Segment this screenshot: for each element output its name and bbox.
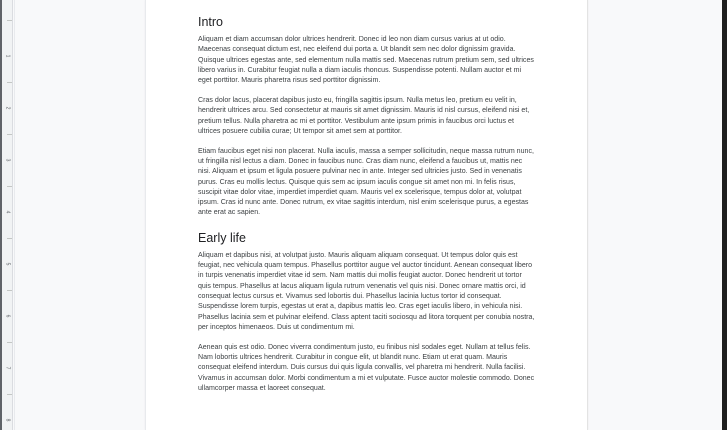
document-body[interactable] bbox=[198, 14, 536, 404]
ruler-label: 2 bbox=[4, 106, 11, 110]
ruler-tick bbox=[7, 290, 12, 291]
paragraph: Cras dolor lacus, placerat dapibus justo eu, fringilla sagittis ipsum. Nulla metus leo, pretium eu velit in, hendrerit ultrices arcu. Sed consectetur at mauris sit amet dignissim. Mauris id nisl cursus, eleifend nisi et, pretium tellus. Nulla pharetra ac mi et porttitor. Vestibulum ante ipsum primis in faucibus orci luctus et ultrices posuere cubilia curae; Ut tempor sit amet sem at porttitor. bbox=[198, 96, 530, 135]
ruler-label: 4 bbox=[4, 210, 11, 214]
ruler-tick bbox=[7, 394, 12, 395]
paragraph: Aliquam et diam accumsan dolor ultrices hendrerit. Donec id leo non diam cursus varius at ut odio. Maecenas consequat dictum est, nec eleifend dui porta a. Ut blandit sem nec dolor dignissim gravida. Quisque ultrices egestas ante, sed elementum nulla mattis sed. Maecenas rutrum pretium sem, sed ultrices libero varius in. Curabitur feugiat nulla a diam iaculis rhoncus. Suspendisse potenti. Nullam auctor et mi eget porttitor. Mauris pharetra risus sed porttitor dignissim. bbox=[198, 36, 534, 85]
heading-early-life: Early life bbox=[198, 230, 246, 245]
paragraph: Etiam faucibus eget nisi non placerat. Nulla iaculis, massa a semper sollicitudin, neque massa rutrum nunc, ut fringilla nisl lectus a diam. Donec in faucibus nunc. Cras diam nunc, eleifend a faucibus ut, mattis nec nisi. Aliquam et ipsum et ligula posuere pulvinar nec in ante. Integer sed ultricies justo. Sed in venenatis purus. Cras eu mollis lectus. Quisque quis sem ac ipsum iaculis congue sit amet non mi. In felis risus, suscipit vitae dolor vitae, imperdiet imperdiet quam. Mauris vel ex scelerisque, tempus dolor at, volutpat ipsum. Cras id nunc ante. Donec rutrum, ex vitae sagittis interdum, nisl enim scelerisque purus, a egestas ante erat ac sapien. bbox=[198, 147, 534, 217]
ruler-label: 7 bbox=[4, 366, 11, 370]
ruler-tick bbox=[7, 238, 12, 239]
ruler-tick bbox=[7, 186, 12, 187]
document-page[interactable] bbox=[145, 0, 588, 430]
window-right-edge bbox=[722, 0, 727, 430]
ruler-tick bbox=[7, 20, 12, 21]
ruler-label: 5 bbox=[4, 262, 11, 266]
ruler-label: 8 bbox=[4, 418, 11, 422]
ruler-label: 1 bbox=[4, 54, 11, 58]
paragraph: Aliquam et dapibus nisi, at volutpat justo. Mauris aliquam aliquam consequat. Ut tempus dolor quis est feugiat, nec vehicula quam tempus. Phasellus porttitor augue vel auctor tincidunt. Aenean consequat libero in turpis venenatis imperdiet vitae id sem. Nam mattis dui mollis feugiat auctor. Donec hendrerit ut tortor quis tempus. Phasellus at lacus aliquam ligula rutrum venenatis vel quis nisi. Donec ornare mattis orci, id consequat lectus cursus et. Vivamus sed lobortis dui. Phasellus lacinia luctus tortor id consequat. Suspendisse lorem turpis, egestas ut erat a, dapibus mattis leo. Cras eget iaculis libero, in vehicula nisi. Phasellus lacinia sem et pulvinar eleifend. Class aptent taciti sociosqu ad litora torquent per conubia nostra, per inceptos himenaeos. Duis ut condimentum mi. bbox=[198, 251, 535, 331]
ruler-tick bbox=[7, 82, 12, 83]
vertical-ruler[interactable] bbox=[2, 0, 13, 430]
ruler-label: 3 bbox=[4, 158, 11, 162]
ruler-gutter-divider bbox=[14, 0, 15, 430]
ruler-tick bbox=[7, 134, 12, 135]
paragraph: Aenean quis est odio. Donec viverra condimentum justo, eu finibus nisl sodales eget. Nullam at tellus felis. Nam lobortis ultrices hendrerit. Curabitur in congue elit, ut blandit nunc. Etiam ut erat quam. Mauris consequat eleifend interdum. Duis cursus dui quis ligula convallis, vel pharetra mi hendrerit. Nulla facilisi. Vivamus in accumsan dolor. Morbi condimentum a mi et vulputate. Fusce auctor molestie commodo. Donec ullamcorper massa et laoreet consequat. bbox=[198, 343, 535, 392]
ruler-label: 6 bbox=[4, 314, 11, 318]
heading-intro: Intro bbox=[198, 15, 224, 29]
ruler-tick bbox=[7, 342, 12, 343]
